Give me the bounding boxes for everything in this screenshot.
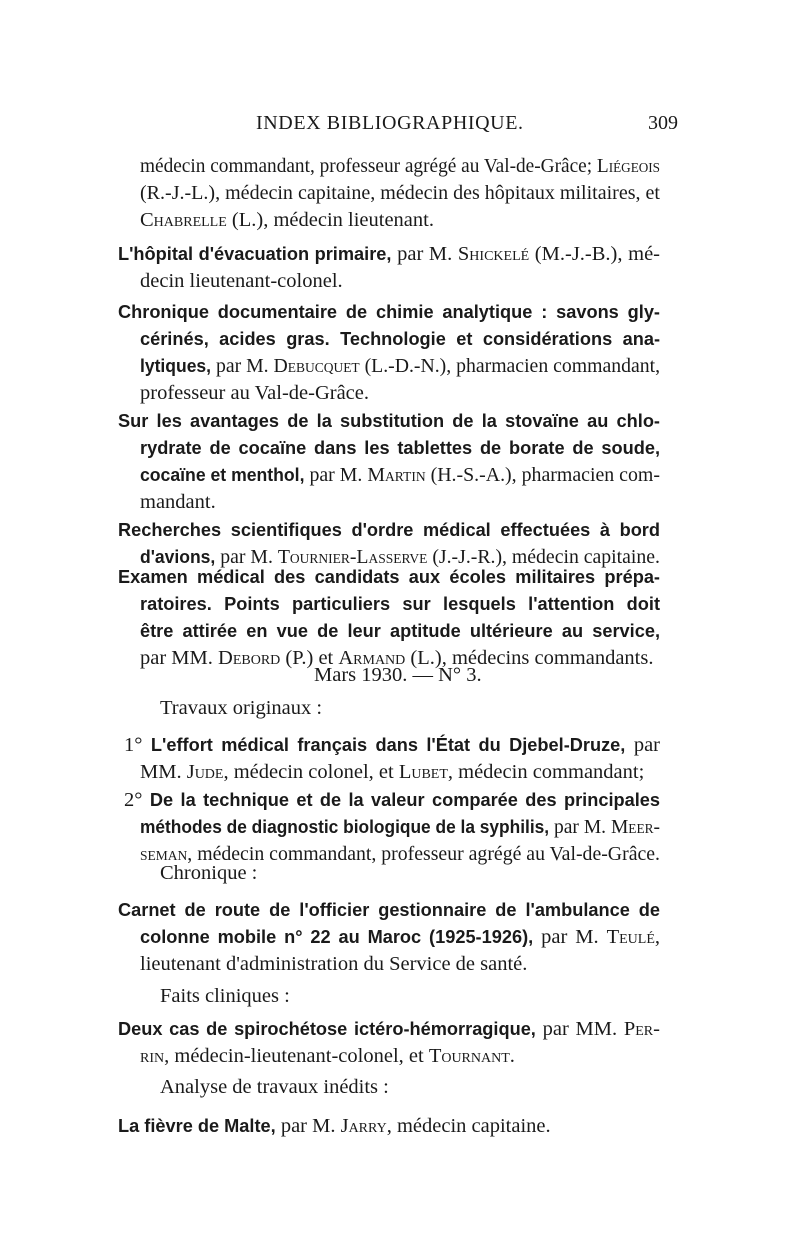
entry-line	[118, 240, 660, 268]
author-name: Armand	[338, 647, 406, 669]
entry-line	[140, 617, 660, 645]
author-name: Liégeois	[596, 155, 660, 177]
entry-line	[118, 516, 660, 544]
entry-line	[140, 813, 660, 841]
entry-line	[140, 352, 660, 380]
entry-text: decin lieutenant-colonel.	[140, 270, 343, 292]
author-name: Debord	[218, 647, 281, 669]
entry-text: , médecin colonel, et	[223, 761, 399, 783]
entry-text: , médecin-lieutenant-colonel, et	[164, 1045, 429, 1067]
section-faits-cliniques: Faits cliniques :	[160, 985, 290, 1007]
author-name: Per-	[623, 1018, 660, 1040]
entry-text: par M.	[549, 816, 611, 838]
entry-text: .	[509, 1045, 515, 1067]
entry-line	[118, 896, 660, 924]
entry-line	[118, 1112, 551, 1140]
entry-line	[118, 298, 660, 326]
entry-text: , médecin capitaine.	[386, 1115, 551, 1137]
running-title: INDEX BIBLIOGRAPHIQUE.	[256, 112, 524, 134]
entry-title-text: ratoires. Points particuliers sur lesquels l'attention doit	[140, 594, 660, 614]
entry-text: (J.-J.-R.), médecin capitaine.	[427, 546, 660, 568]
entry-line	[124, 731, 660, 759]
entry-line	[140, 325, 660, 353]
entry-title-text: Recherches scientifiques d'ordre médical effectuées à bord	[118, 520, 660, 540]
author-name: Meer-	[610, 816, 660, 838]
entry-title-text: rydrate de cocaïne dans les tablettes de borate de soude,	[140, 438, 660, 458]
entry-title-text: La fièvre de Malte,	[118, 1116, 276, 1136]
entry-line	[140, 950, 527, 978]
entry-title-text: cocaïne et menthol,	[140, 465, 305, 485]
entry-line	[118, 407, 660, 435]
entry-line	[140, 206, 434, 234]
entry-title-text: colonne mobile n° 22 au Maroc (1925-1926),	[140, 927, 534, 947]
entry-text: par M.	[533, 926, 607, 948]
entry-text: par M.	[215, 546, 278, 568]
entry-line	[124, 786, 660, 814]
entry-text: par	[625, 734, 660, 756]
entry-line	[118, 1015, 660, 1043]
author-name: Tournant	[428, 1045, 510, 1067]
entry-text: (L.-D.-N.), pharmacien commandant,	[359, 355, 660, 377]
entry-text: MM.	[140, 761, 187, 783]
author-name: Martin	[367, 464, 426, 486]
entry-text: professeur au Val-de-Grâce.	[140, 382, 369, 404]
entry-text: , médecin commandant;	[447, 761, 645, 783]
entry-text: (P.) et	[280, 647, 339, 669]
entry-title-text: L'hôpital d'évacuation primaire,	[118, 244, 392, 264]
page-number: 309	[648, 112, 678, 134]
entry-text: (L.), médecins commandants.	[405, 647, 654, 669]
author-name: Chabrelle	[140, 209, 227, 231]
entry-title-text: méthodes de diagnostic biologique de la syphilis,	[140, 817, 550, 837]
entry-line	[140, 758, 644, 786]
entry-title-text: Examen médical des candidats aux écoles militaires prépa-	[118, 567, 660, 587]
author-name: rin	[140, 1045, 165, 1067]
author-name: Debucquet	[273, 355, 360, 377]
entry-text: 2°	[124, 789, 150, 811]
section-travaux-originaux: Travaux originaux :	[160, 697, 323, 719]
entry-line	[140, 461, 660, 489]
entry-text: (M.-J.-B.), mé-	[529, 243, 661, 265]
entry-text: (R.-J.-L.), médecin capitaine, médecin des hôpitaux militaires, et	[140, 182, 660, 204]
author-name: Jarry	[340, 1115, 387, 1137]
author-name: Shickelé	[457, 243, 530, 265]
entry-text: lieutenant d'administration du Service de santé.	[140, 953, 528, 975]
entry-text: par M.	[211, 355, 274, 377]
author-name: Lubet	[398, 761, 448, 783]
entry-text: par M.	[304, 464, 368, 486]
entry-title-text: Deux cas de spirochétose ictéro-hémorragique,	[118, 1019, 536, 1039]
entry-line	[140, 434, 660, 462]
entry-title-text: d'avions,	[140, 547, 216, 567]
entry-line	[140, 488, 216, 516]
entry-line	[140, 590, 660, 618]
running-header	[0, 112, 800, 142]
entry-text: par M.	[275, 1115, 341, 1137]
entry-text: par MM.	[140, 647, 219, 669]
entry-text: par MM.	[535, 1018, 624, 1040]
author-name: seman	[140, 843, 188, 865]
entry-line	[140, 379, 369, 407]
entry-text: , médecin commandant, professeur agrégé au Val-de-Grâce.	[187, 843, 660, 865]
entry-line	[140, 1042, 515, 1070]
entry-text: (L.), médecin lieutenant.	[226, 209, 434, 231]
entry-title-text: Chronique documentaire de chimie analytique : savons gly-	[118, 302, 660, 322]
entry-title-text: Sur les avantages de la substitution de la stovaïne au chlo-	[118, 411, 660, 431]
entry-line	[140, 152, 660, 180]
entry-text: par M.	[391, 243, 458, 265]
issue-heading: Mars 1930. — N° 3.	[314, 664, 482, 686]
entry-line	[140, 179, 660, 207]
entry-title-text: L'effort médical français dans l'État du Djebel-Druze,	[150, 735, 626, 755]
entry-title-text: lytiques,	[140, 356, 212, 376]
entry-line	[118, 563, 660, 591]
entry-title-text: être attirée en vue de leur aptitude ultérieure au service,	[140, 621, 660, 641]
entry-title-text: cérinés, acides gras. Technologie et considérations ana-	[140, 329, 660, 349]
entry-line	[140, 923, 660, 951]
entry-text: (H.-S.-A.), pharmacien com-	[425, 464, 660, 486]
section-analyse: Analyse de travaux inédits :	[160, 1076, 389, 1098]
entry-text: ,	[654, 926, 661, 948]
entry-text: médecin commandant, professeur agrégé au Val-de-Grâce;	[140, 155, 597, 177]
entry-text: 1°	[124, 734, 151, 756]
author-name: Teulé	[606, 926, 655, 948]
author-name: Jude	[186, 761, 224, 783]
entry-line	[140, 267, 343, 295]
entry-text: mandant.	[140, 491, 216, 513]
entry-title-text: Carnet de route de l'officier gestionnaire de l'ambulance de	[118, 900, 660, 920]
section-chronique: Chronique :	[160, 862, 258, 884]
entry-title-text: De la technique et de la valeur comparée des principales	[149, 790, 661, 810]
author-name: Tournier-Lasserve	[277, 546, 428, 568]
